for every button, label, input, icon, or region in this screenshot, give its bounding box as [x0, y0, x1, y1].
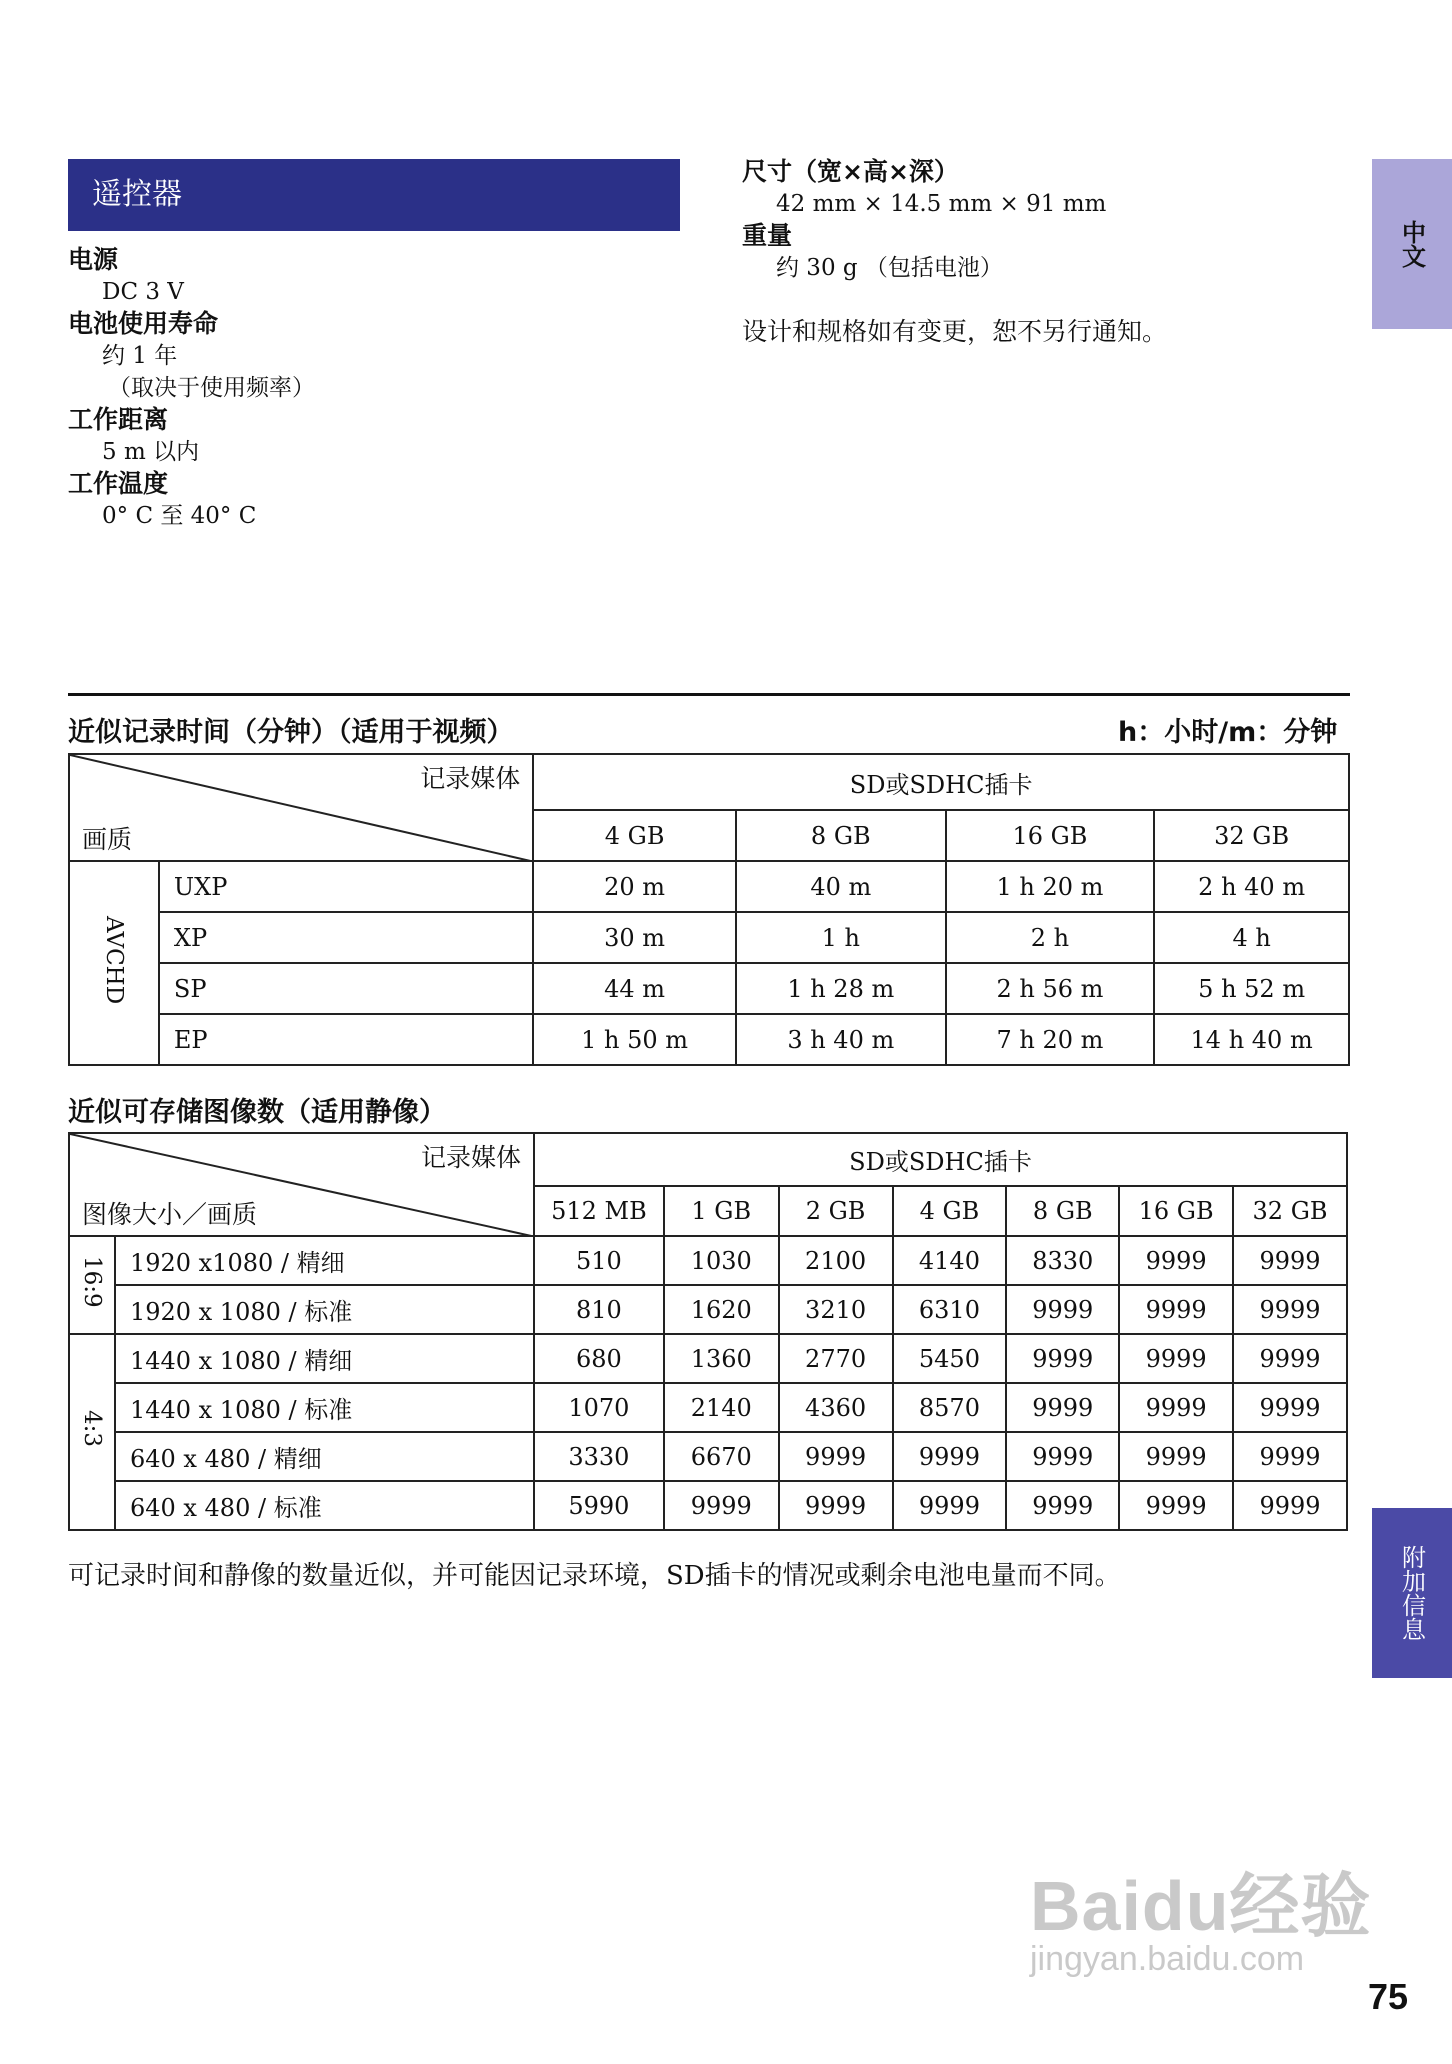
table-cell: 14 h 40 m	[1154, 1014, 1349, 1065]
table-cell: 9999	[1006, 1481, 1119, 1530]
table-corner-header	[69, 754, 533, 861]
table-cell: 5 h 52 m	[1154, 963, 1349, 1014]
remote-section-header: 遥控器	[68, 159, 680, 231]
section-divider	[68, 693, 1350, 696]
table-cell: 9999	[664, 1481, 779, 1530]
spec-label: 工作温度	[68, 469, 169, 498]
table-cell: 9999	[779, 1432, 893, 1481]
spec-label: 电池使用寿命	[68, 309, 219, 338]
corner-quality-label: 画质	[82, 825, 133, 854]
table-cell: 9999	[1006, 1432, 1119, 1481]
table-cell: 9999	[1119, 1383, 1233, 1432]
video-table-title: 近似记录时间（分钟）（适用于视频）	[68, 717, 514, 748]
table-cell: 680	[534, 1334, 664, 1383]
capacity-header: 1 GB	[664, 1186, 779, 1236]
table-cell: 9999	[1233, 1432, 1347, 1481]
table-row	[69, 1236, 1347, 1285]
spec-value: DC 3 V	[102, 279, 184, 305]
table-cell: 9999	[1119, 1285, 1233, 1334]
spec-weight	[742, 220, 1106, 284]
page-number: 75	[1368, 1976, 1409, 2017]
spec-value: 5 m 以内	[102, 439, 200, 465]
table-cell: 1 h 50 m	[533, 1014, 736, 1065]
table-cell: 1620	[664, 1285, 779, 1334]
spec-value: 约 30 g （包括电池）	[776, 255, 1003, 281]
table-cell: 4 h	[1154, 912, 1349, 963]
spec-change-notice: 设计和规格如有变更，恕不另行通知。	[742, 317, 1168, 346]
table-cell: 6670	[664, 1432, 779, 1481]
table-row	[69, 1481, 1347, 1530]
table-cell: 9999	[1119, 1481, 1233, 1530]
table-cell: 7 h 20 m	[946, 1014, 1155, 1065]
size-quality-label: 1440 x 1080 / 精细	[115, 1334, 534, 1383]
aspect-group-label: 16:9	[69, 1236, 115, 1334]
table-row	[69, 861, 1349, 912]
table-cell: 8570	[893, 1383, 1007, 1432]
table-cell: 9999	[779, 1481, 893, 1530]
table-cell: 510	[534, 1236, 664, 1285]
table-cell: 810	[534, 1285, 664, 1334]
table-cell: 9999	[1233, 1236, 1347, 1285]
mode-label: UXP	[159, 861, 533, 912]
still-image-count-table	[68, 1132, 1348, 1531]
size-quality-label: 640 x 480 / 精细	[115, 1432, 534, 1481]
table-cell: 1 h 20 m	[946, 861, 1155, 912]
tab-language[interactable]: 中文	[1372, 159, 1452, 329]
mode-label: EP	[159, 1014, 533, 1065]
still-table-title: 近似可存储图像数（适用静像）	[68, 1097, 446, 1128]
spec-label: 电源	[68, 245, 119, 274]
table-cell: 6310	[893, 1285, 1007, 1334]
table-cell: 3 h 40 m	[736, 1014, 946, 1065]
spec-power	[68, 244, 315, 308]
capacity-header: 8 GB	[736, 810, 946, 861]
table-cell: 3330	[534, 1432, 664, 1481]
remote-specs-right	[742, 156, 1106, 284]
table-cell: 9999	[1119, 1236, 1233, 1285]
table-cell: 1070	[534, 1383, 664, 1432]
corner-size-quality-label: 图像大小／画质	[82, 1200, 258, 1229]
table-cell: 1030	[664, 1236, 779, 1285]
table-cell: 2770	[779, 1334, 893, 1383]
spec-label: 工作距离	[68, 405, 169, 434]
capacity-header: 8 GB	[1006, 1186, 1119, 1236]
watermark-url: jingyan.baidu.com	[1030, 1940, 1305, 1978]
table-row	[69, 963, 1349, 1014]
table-cell: 2140	[664, 1383, 779, 1432]
table-cell: 9999	[893, 1432, 1007, 1481]
baidu-watermark	[1030, 1850, 1372, 1978]
spec-battery-life	[68, 308, 315, 404]
table-cell: 2 h	[946, 912, 1155, 963]
table-row	[69, 912, 1349, 963]
spec-label: 尺寸（宽×高×深）	[742, 157, 959, 186]
video-recording-time-table	[68, 753, 1350, 1066]
spec-value: 约 1 年	[102, 343, 178, 369]
table-cell: 2 h 40 m	[1154, 861, 1349, 912]
size-quality-label: 1920 x1080 / 精细	[115, 1236, 534, 1285]
table-cell: 1 h	[736, 912, 946, 963]
tab-appendix[interactable]: 附加信息	[1372, 1508, 1452, 1678]
watermark-logo-text: Baidu经验	[1030, 1867, 1372, 1945]
size-quality-label: 1920 x 1080 / 标准	[115, 1285, 534, 1334]
table-cell: 9999	[1006, 1383, 1119, 1432]
table-cell: 9999	[1006, 1285, 1119, 1334]
mode-label: SP	[159, 963, 533, 1014]
table-cell: 20 m	[533, 861, 736, 912]
spec-value: 42 mm × 14.5 mm × 91 mm	[776, 191, 1107, 217]
table-cell: 4360	[779, 1383, 893, 1432]
table-cell: 1 h 28 m	[736, 963, 946, 1014]
capacity-header: 4 GB	[533, 810, 736, 861]
table-cell: 9999	[1006, 1334, 1119, 1383]
table-row	[69, 1334, 1347, 1383]
table-cell: 8330	[1006, 1236, 1119, 1285]
table-cell: 3210	[779, 1285, 893, 1334]
table-cell: 30 m	[533, 912, 736, 963]
table-cell: 9999	[1233, 1334, 1347, 1383]
group-label: AVCHD	[69, 861, 159, 1065]
spec-label: 重量	[742, 221, 793, 250]
table-row	[69, 1432, 1347, 1481]
media-header: SD或SDHC插卡	[533, 754, 1349, 810]
spec-value: （取决于使用频率）	[108, 375, 315, 401]
table-cell: 9999	[1233, 1383, 1347, 1432]
spec-temperature	[68, 468, 315, 532]
spec-dimensions	[742, 156, 1106, 220]
table-row	[69, 1383, 1347, 1432]
capacity-header: 16 GB	[1119, 1186, 1233, 1236]
corner-media-label: 记录媒体	[420, 764, 521, 793]
table-corner-header	[69, 1133, 534, 1236]
corner-media-label: 记录媒体	[421, 1143, 522, 1172]
table-cell: 9999	[1119, 1334, 1233, 1383]
spec-range	[68, 404, 315, 468]
video-table-unit-note: h：小时/m：分钟	[1118, 717, 1338, 748]
table-cell: 44 m	[533, 963, 736, 1014]
table-cell: 5990	[534, 1481, 664, 1530]
size-quality-label: 640 x 480 / 标准	[115, 1481, 534, 1530]
capacity-header: 32 GB	[1233, 1186, 1347, 1236]
capacity-header: 32 GB	[1154, 810, 1349, 861]
mode-label: XP	[159, 912, 533, 963]
table-cell: 4140	[893, 1236, 1007, 1285]
aspect-group-label: 4:3	[69, 1334, 115, 1530]
table-cell: 2100	[779, 1236, 893, 1285]
table-row	[69, 1285, 1347, 1334]
media-header: SD或SDHC插卡	[534, 1133, 1347, 1186]
capacity-header: 2 GB	[779, 1186, 893, 1236]
table-cell: 9999	[893, 1481, 1007, 1530]
capacity-header: 512 MB	[534, 1186, 664, 1236]
table-cell: 1360	[664, 1334, 779, 1383]
table-cell: 40 m	[736, 861, 946, 912]
table-cell: 5450	[893, 1334, 1007, 1383]
remote-specs-left	[68, 244, 315, 532]
capacity-header: 16 GB	[946, 810, 1155, 861]
capacity-header: 4 GB	[893, 1186, 1007, 1236]
spec-value: 0° C 至 40° C	[102, 503, 257, 529]
table-row	[69, 1014, 1349, 1065]
table-cell: 9999	[1233, 1481, 1347, 1530]
size-quality-label: 1440 x 1080 / 标准	[115, 1383, 534, 1432]
footer-note: 可记录时间和静像的数量近似，并可能因记录环境，SD插卡的情况或剩余电池电量而不同。	[68, 1561, 1121, 1591]
table-cell: 9999	[1119, 1432, 1233, 1481]
table-cell: 2 h 56 m	[946, 963, 1155, 1014]
table-cell: 9999	[1233, 1285, 1347, 1334]
